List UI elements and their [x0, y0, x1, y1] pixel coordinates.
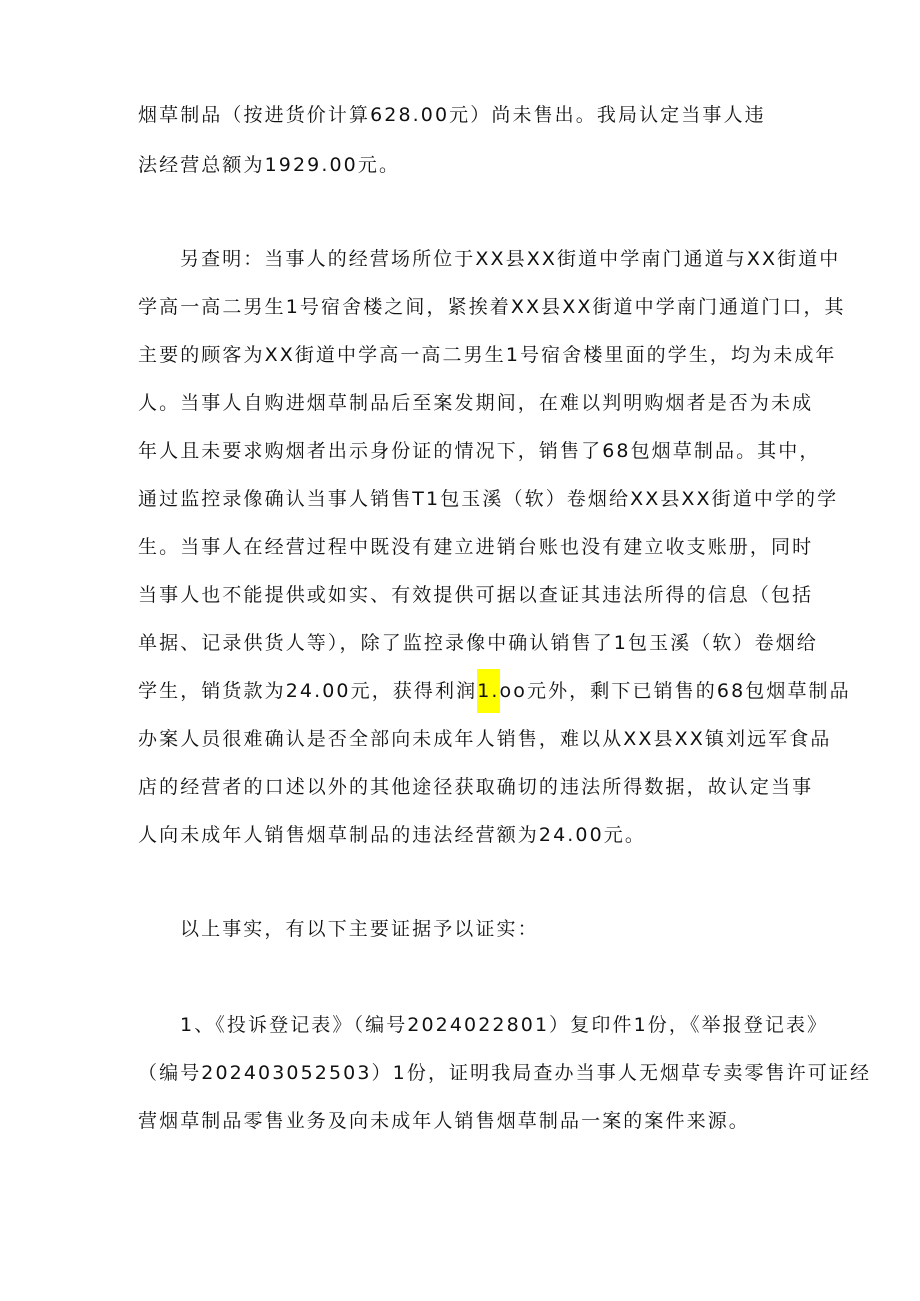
- paragraph-4-line-3: 营烟草制品零售业务及向未成年人销售烟草制品一案的案件来源。: [138, 1110, 750, 1132]
- paragraph-4-line-2: （编号202403052503）1份，证明我局查办当事人无烟草专卖零售许可证经: [138, 1062, 872, 1084]
- paragraph-1-line-2: 法经营总额为1929.00元。: [138, 154, 401, 176]
- paragraph-2-line-5: 年人且未要求购烟者出示身份证的情况下，销售了68包烟草制品。其中，: [138, 440, 821, 462]
- highlighted-text: 1.: [477, 669, 499, 713]
- paragraph-2-line-11: 办案人员很难确认是否全部向未成年人销售，难以从XX县XX镇刘远军食品: [138, 728, 832, 750]
- paragraph-2-line-1: 另查明：当事人的经营场所位于XX县XX街道中学南门通道与XX街道中: [180, 248, 841, 270]
- paragraph-1-line-1: 烟草制品（按进货价计算628.00元）尚未售出。我局认定当事人违: [138, 104, 766, 126]
- line-10-before-highlight: 学生，销货款为24.00元，获得利润: [138, 680, 478, 702]
- line-10-after-highlight: oo元外，剩下已销售的68包烟草制品: [499, 680, 851, 702]
- paragraph-2-line-10: [138, 679, 851, 703]
- paragraph-2-line-4: 人。当事人自购进烟草制品后至案发期间，在难以判明购烟者是否为未成: [138, 392, 814, 414]
- paragraph-2-line-3: 主要的顾客为XX街道中学高一高二男生1号宿舍楼里面的学生，均为未成年: [138, 344, 837, 366]
- paragraph-2-line-12: 店的经营者的口述以外的其他途径获取确切的违法所得数据，故认定当事: [138, 776, 814, 798]
- paragraph-2-line-2: 学高一高二男生1号宿舍楼之间，紧挨着XX县XX街道中学南门通道门口，其: [138, 296, 846, 318]
- paragraph-2-line-7: 生。当事人在经营过程中既没有建立进销台账也没有建立收支账册，同时: [138, 536, 814, 558]
- paragraph-3-text: 以上事实，有以下主要证据予以证实：: [180, 918, 539, 940]
- paragraph-4-line-1: 1、《投诉登记表》（编号2024022801）复印件1份，《举报登记表》: [180, 1014, 829, 1036]
- paragraph-2-line-13: 人向未成年人销售烟草制品的违法经营额为24.00元。: [138, 824, 646, 846]
- paragraph-2-line-8: 当事人也不能提供或如实、有效提供可据以查证其违法所得的信息（包括: [138, 584, 814, 606]
- paragraph-2-line-6: 通过监控录像确认当事人销售T1包玉溪（软）卷烟给XX县XX街道中学的学: [138, 488, 839, 510]
- paragraph-2-line-9: 单据、记录供货人等），除了监控录像中确认销售了1包玉溪（软）卷烟给: [138, 632, 818, 654]
